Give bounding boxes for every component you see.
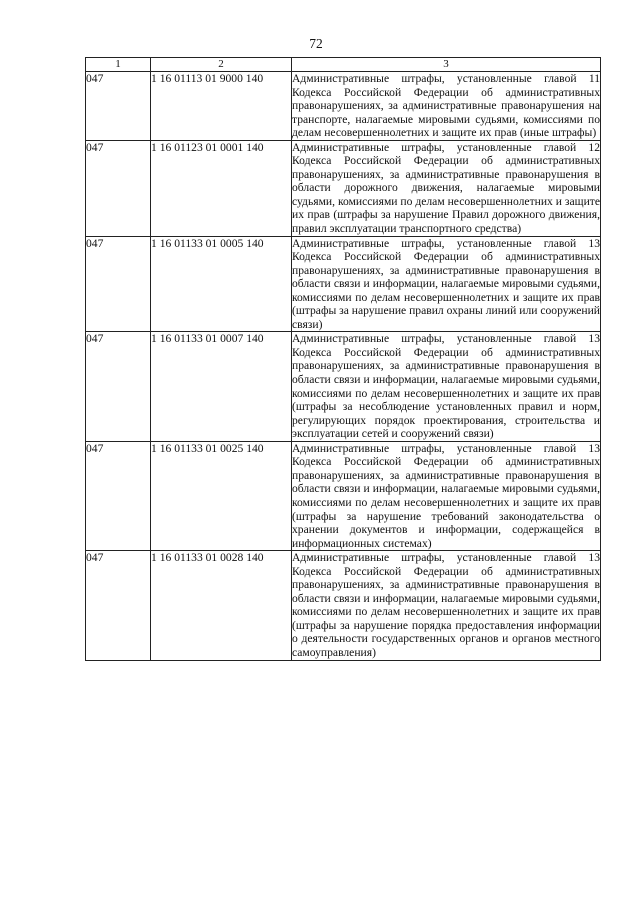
admin-code-cell: 047: [86, 140, 151, 236]
table-row: [86, 332, 601, 441]
kbk-code-cell: 1 16 01133 01 0007 140: [151, 332, 292, 441]
page-number: 72: [309, 36, 323, 51]
description-cell: Административные штрафы, установленные главой 13 Кодекса Российской Федерации об административных правонарушениях, за административные правонарушения в области связи и информации, налагаемые мировыми судьями, комиссиями по делам несовершеннолетних и защите их прав (штрафы за нарушение требований законодательства о хранении документов и информации, содержащейся в информационных системах): [292, 441, 600, 550]
table-row: [86, 441, 601, 550]
kbk-code-cell: 1 16 01133 01 0028 140: [151, 551, 292, 660]
admin-code-cell: 047: [86, 551, 151, 660]
kbk-code-cell: 1 16 01133 01 0005 140: [151, 236, 292, 332]
admin-code-cell: 047: [86, 332, 151, 441]
kbk-code-cell: 1 16 01123 01 0001 140: [151, 140, 292, 236]
column-header-2: 2: [151, 58, 292, 72]
table-row: [86, 236, 601, 332]
kbk-code-cell: 1 16 01133 01 0025 140: [151, 441, 292, 550]
description-cell: Административные штрафы, установленные главой 13 Кодекса Российской Федерации об административных правонарушениях, за административные правонарушения в области связи и информации, налагаемые мировыми судьями, комиссиями по делам несовершеннолетних и защите их прав (штрафы за нарушение порядка предоставления информации о деятельности государственных органов и органов местного самоуправления): [292, 551, 600, 659]
admin-code-cell: 047: [86, 72, 151, 141]
kbk-table: [85, 57, 601, 661]
description-cell: Административные штрафы, установленные главой 13 Кодекса Российской Федерации об административных правонарушениях, за административные правонарушения в области связи и информации, налагаемые мировыми судьями, комиссиями по делам несовершеннолетних и защите их прав (штрафы за нарушение правил охраны линий или сооружений связи): [292, 236, 600, 331]
admin-code-cell: 047: [86, 236, 151, 332]
table-row: [86, 72, 601, 141]
admin-code-cell: 047: [86, 441, 151, 550]
table-row: [86, 551, 601, 660]
description-cell: Административные штрафы, установленные главой 13 Кодекса Российской Федерации об административных правонарушениях, за административные правонарушения в области связи и информации, налагаемые мировыми судьями, комиссиями по делам несовершеннолетних и защите их прав (штрафы за несоблюдение установленных правил и норм, регулирующих порядок проектирования, строительства и эксплуатации сетей и сооружений связи): [292, 332, 600, 441]
description-cell: Административные штрафы, установленные главой 11 Кодекса Российской Федерации об административных правонарушениях, за административные правонарушения на транспорте, налагаемые мировыми судьями, комиссиями по делам несовершеннолетних и защите их прав (иные штрафы): [292, 72, 600, 140]
description-cell: Административные штрафы, установленные главой 12 Кодекса Российской Федерации об административных правонарушениях, за административные правонарушения в области дорожного движения, налагаемые мировыми судьями, комиссиями по делам несовершеннолетних и защите их прав (штрафы за нарушение Правил дорожного движения, правил эксплуатации транспортного средства): [292, 140, 600, 236]
table-row: [86, 140, 601, 236]
kbk-code-cell: 1 16 01113 01 9000 140: [151, 72, 292, 141]
column-header-1: 1: [86, 58, 151, 72]
header-row: [86, 58, 601, 72]
column-header-3: 3: [292, 58, 601, 72]
